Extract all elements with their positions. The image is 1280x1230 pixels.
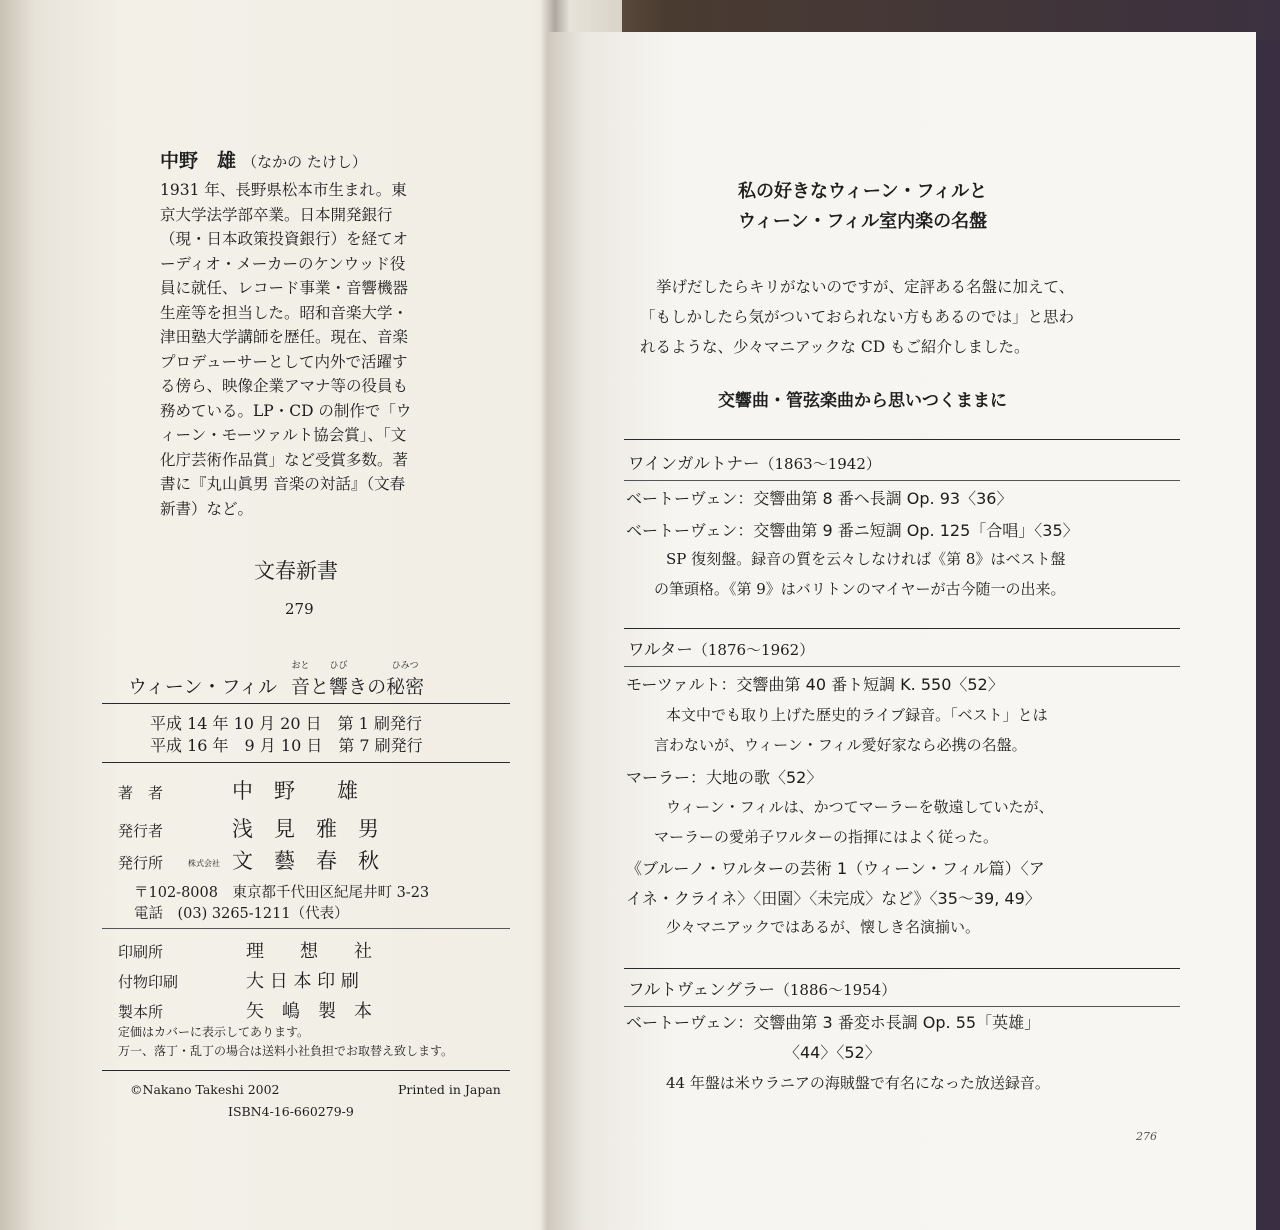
printer-label: 製本所 [118,1003,164,1021]
bio-line: 新書）など。 [160,499,254,518]
book-title [128,661,425,699]
title-text: 秘密 [386,676,425,698]
note-line: 定価はカバーに表示してあります。 [118,1025,310,1039]
credit-row [118,845,379,875]
bio-line: 生産等を担当した。昭和音楽大学・ [160,303,409,322]
page-title-line: ウィーン・フィル室内楽の名盤 [738,211,988,232]
ruby-reading: おと [291,661,310,671]
section-rule [624,439,1180,440]
recording-title: モーツァルト：交響曲第 40 番ト短調 K. 550〈52〉 [626,675,1004,694]
bottom-rule [102,1070,510,1071]
bio-line: 津田塾大学講師を歴任。現在、音楽 [160,328,409,346]
bio-line: 京大学法学部卒業。日本開発銀行 [160,205,393,224]
ruby-reading: ひみつ [391,661,419,671]
credit-row [118,813,379,843]
printer-row [118,967,359,993]
page-title [738,177,987,237]
printer-value: 大 日 本 印 刷 [246,971,359,992]
bio-line: 1931 年、長野県松本市生まれ。東 [160,181,407,199]
printer-row [118,937,372,963]
recording-comment: 言わないが、ウィーン・フィル愛好家なら必携の名盤。 [654,736,1027,754]
bio-line: 書に『丸山眞男 音楽の対話』（文春 [160,475,406,493]
recording-title: ベートーヴェン：交響曲第 3 番変ホ長調 Op. 55「英雄」 [626,1013,1041,1032]
credit-kabushiki: 株式会社 [188,859,220,868]
title-text: きの [348,676,387,698]
recording-title: マーラー：大地の歌〈52〉 [626,768,823,787]
printer-row [118,997,372,1023]
recording-title: 《ブルーノ・ワルターの芸術 1（ウィーン・フィル篇）〈ア [626,859,1045,878]
page-title-line: 私の好きなウィーン・フィルと [738,181,988,202]
title-segment [386,661,425,699]
print-history [150,713,423,757]
intro-line: 挙げだしたらキリがないのですが、定評ある名盤に加えて、 [656,278,1075,296]
title-segment [329,661,349,699]
heading-underline [624,480,1180,481]
bio-line: （現・日本政策投資銀行）を経てオ [160,230,409,248]
bio-line: 務めている。LP・CD の制作で「ウ [160,401,412,420]
print-history-line: 平成 16 年 9 月 10 日 第 7 刷発行 [150,736,423,755]
conductor-years: （1886〜1954） [774,981,897,999]
note-line: 万一、落丁・乱丁の場合は送料小社負担でお取替え致します。 [118,1044,454,1058]
title-text: 音 [291,676,311,698]
book-title-prefix: ウィーン・フィル [128,676,277,698]
printed-in: Printed in Japan [398,1082,501,1097]
conductor-heading [628,636,814,660]
author-name: 中野 雄 [160,150,237,172]
credit-value: 中 野 雄 [232,779,358,803]
page-number: 276 [1136,1130,1157,1143]
recording-comment: SP 復刻盤。録音の質を云々しなければ《第 8》はベスト盤 [666,550,1066,568]
conductor-years: （1876〜1962） [692,641,815,659]
credit-value: 浅 見 雅 男 [232,817,379,841]
book-title-main [291,661,425,698]
credit-value: 文 藝 春 秋 [232,849,379,873]
title-segment [310,672,329,699]
credit-label: 発行所 [118,854,164,872]
author-biography [160,178,450,521]
recording-comment: ウィーン・フィルは、かつてマーラーを敬遠していたが、 [666,798,1054,816]
notes-block [118,1023,453,1061]
copyright: ©Nakano Takeshi 2002 [130,1082,280,1097]
printer-label: 付物印刷 [118,973,179,991]
recording-title-continued: イネ・クライネ〉〈田園〉〈未完成〉など》〈35〜39, 49〉 [626,889,1041,908]
left-page [0,0,622,1230]
title-segment [291,661,311,699]
right-page [548,32,1256,1230]
series-number: 279 [285,600,314,618]
recording-title: ベートーヴェン：交響曲第 9 番ニ短調 Op. 125「合唱」〈35〉 [626,521,1079,540]
conductor-heading [628,976,896,1000]
title-text: と [310,676,330,698]
bio-line: プロデューサーとして内外で活躍す [160,352,408,371]
publisher-contact [134,883,429,925]
bio-line: ィーン・モーツァルト協会賞」、「文 [160,426,407,444]
credit-label: 発行者 [118,822,164,840]
heading-underline [624,1006,1180,1007]
credit-row [118,775,358,805]
printer-label: 印刷所 [118,943,164,961]
author-reading: （なかの たけし） [242,153,367,171]
recording-comment: 44 年盤は米ウラニアの海賊盤で有名になった放送録音。 [666,1074,1050,1092]
recording-comment: 本文中でも取り上げた歴史的ライブ録音。「ベスト」とは [666,706,1048,724]
bio-line: 員に就任、レコード事業・音響機器 [160,279,409,297]
bio-line: 化庁芸術作品賞」など受賞多数。著 [160,450,409,469]
conductor-years: （1863〜1942） [759,455,881,473]
section-rule [624,628,1180,629]
intro-text [640,272,1074,362]
ruby-reading: ひび [329,661,348,671]
conductor-name: フルトヴェングラー [628,980,775,999]
isbn: ISBN4-16-660279-9 [228,1104,354,1119]
recording-comment: マーラーの愛弟子ワルターの指揮にはよく従った。 [654,828,998,846]
title-text: 響 [329,676,349,698]
recording-title: ベートーヴェン：交響曲第 8 番ヘ長調 Op. 93〈36〉 [626,489,1013,508]
subheading: 交響曲・管弦楽曲から思いつくままに [718,391,1007,411]
address-line: 〒102-8008 東京都千代田区紀尾井町 3-23 [134,885,430,901]
bio-line: る傍ら、映像企業アマナ等の役員も [160,377,409,395]
contact-rule [102,928,510,929]
printer-value: 矢 嶋 製 本 [246,1001,372,1022]
recording-comment: の筆頭格。《第 9》はバリトンのマイヤーが古今随一の出来。 [654,580,1066,598]
phone-line: 電話 (03) 3265-1211（代表） [134,906,349,922]
title-rule [102,703,510,704]
section-rule [624,968,1180,969]
bio-line: ーディオ・メーカーのケンウッド役 [160,254,406,273]
title-segment [348,672,386,699]
intro-line: 「もしかしたら気がついておられない方もあるのでは」と思わ [640,308,1075,326]
conductor-heading [628,450,881,474]
recording-comment: 少々マニアックではあるが、懐しき名演揃い。 [666,918,980,936]
author-heading [160,146,367,173]
heading-underline [624,666,1180,667]
print-history-line: 平成 14 年 10 月 20 日 第 1 刷発行 [150,714,422,733]
recording-title-continued: 〈44〉〈52〉 [784,1043,881,1062]
conductor-name: ワインガルトナー [628,454,760,473]
credit-label: 著 者 [118,784,164,802]
printer-value: 理 想 社 [246,941,372,962]
history-rule [102,762,510,763]
intro-line: れるような、少々マニアックな CD もご紹介しました。 [640,338,1030,356]
series-name: 文春新書 [254,559,338,583]
conductor-name: ワルター [628,640,693,659]
cover-edge [1252,40,1280,1230]
